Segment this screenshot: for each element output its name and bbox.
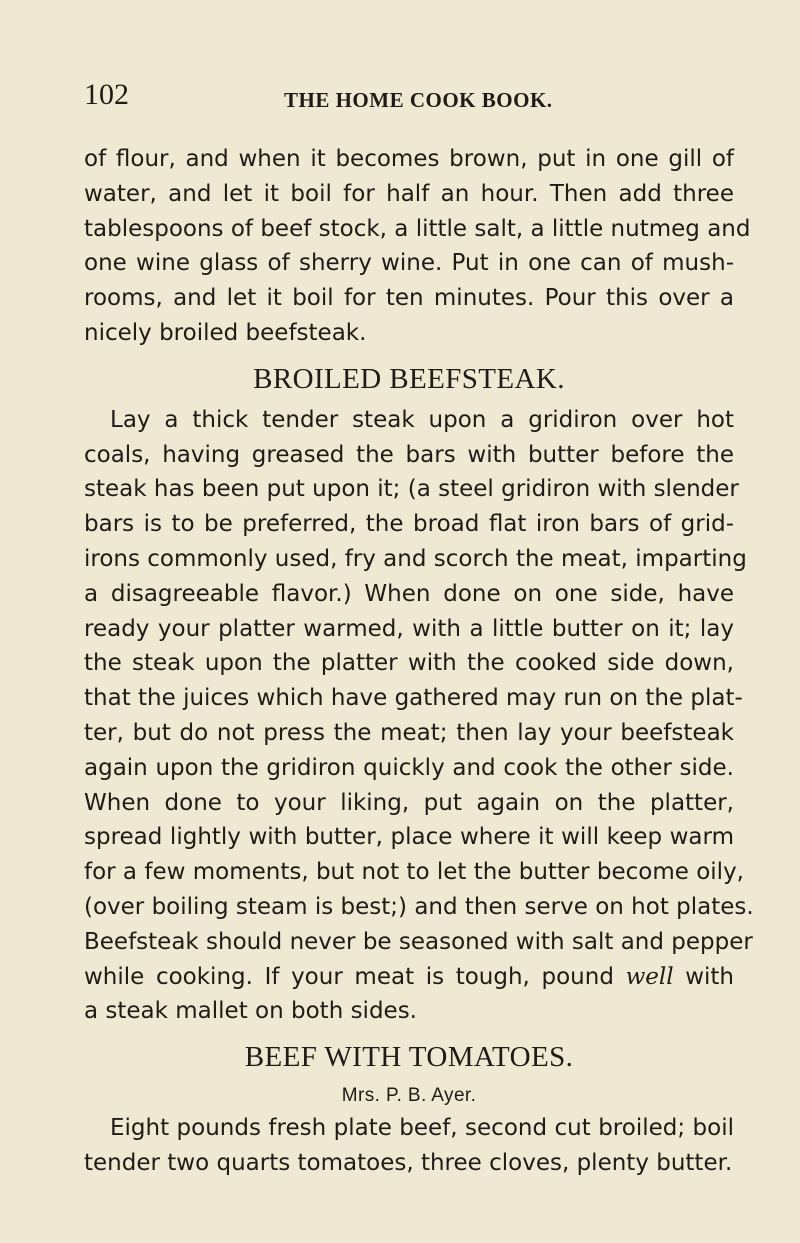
text-line: steak has been put upon it; (a steel gridiron with slender [84,476,739,503]
emphasized-word: well [625,963,674,990]
text-line: of flour, and when it becomes brown, put in one gill of [84,146,734,172]
beef-with-tomatoes-paragraph [84,1111,734,1181]
text-line: one wine glass of sherry wine. Put in one can of mush- [84,250,734,277]
page-content [84,142,754,1181]
running-head: THE HOME COOK BOOK. [284,88,553,112]
text-line: a disagreeable flavor.) When done on one side, have [84,580,734,607]
text-line: the steak upon the platter with the cooked side down, [84,650,734,677]
text-line: Beefsteak should never be seasoned with salt and pepper [84,928,753,955]
text-line: for a few moments, but not to let the butter become oily, [84,859,744,886]
text-line: coals, having greased the bars with butter before the [84,441,734,468]
text-line-with-emphasis [84,960,734,995]
continued-paragraph [84,142,751,351]
text-line: When done to your liking, put again on the platter, [84,789,734,816]
text-line: water, and let it boil for half an hour. Then add three [84,180,734,207]
text-line: Eight pounds fresh plate beef, second cut broiled; boil [110,1115,734,1142]
text-line: a steak mallet on both sides. [84,998,417,1025]
text-line: Lay a thick tender steak upon a gridiron over hot [110,406,734,433]
text-line: tender two quarts tomatoes, three cloves, plenty butter. [84,1149,733,1176]
text-line: spread lightly with butter, place where it will keep warm [84,824,734,851]
text-line: bars is to be preferred, the broad flat iron bars of grid- [84,511,734,538]
text-line: ter, but do not press the meat; then lay your beefsteak [84,719,734,746]
page-number: 102 [84,78,129,111]
text-line: irons commonly used, fry and scorch the meat, imparting [84,545,747,572]
recipe-title-beef-with-tomatoes: BEEF WITH TOMATOES. [244,1041,574,1074]
text-line: (over boiling steam is best;) and then serve on hot plates. [84,893,754,920]
recipe-author: Mrs. P. B. Ayer. [341,1085,477,1107]
text-line: tablespoons of beef stock, a little salt, a little nutmeg and [84,215,751,242]
text-line: nicely broiled beefsteak. [84,319,367,346]
recipe-title-broiled-beefsteak: BROILED BEEFSTEAK. [253,362,565,395]
line-text: while cooking. If your meat is tough, pound [84,963,626,990]
page-header [84,78,744,118]
text-line: that the juices which have gathered may run on the plat- [84,685,743,712]
broiled-beefsteak-paragraph [84,403,754,1029]
text-line: ready your platter warmed, with a little butter on it; lay [84,615,734,642]
text-line: again upon the gridiron quickly and cook the other side. [84,754,734,781]
text-line: rooms, and let it boil for ten minutes. Pour this over a [84,285,734,312]
line-text-tail: with [673,963,735,990]
